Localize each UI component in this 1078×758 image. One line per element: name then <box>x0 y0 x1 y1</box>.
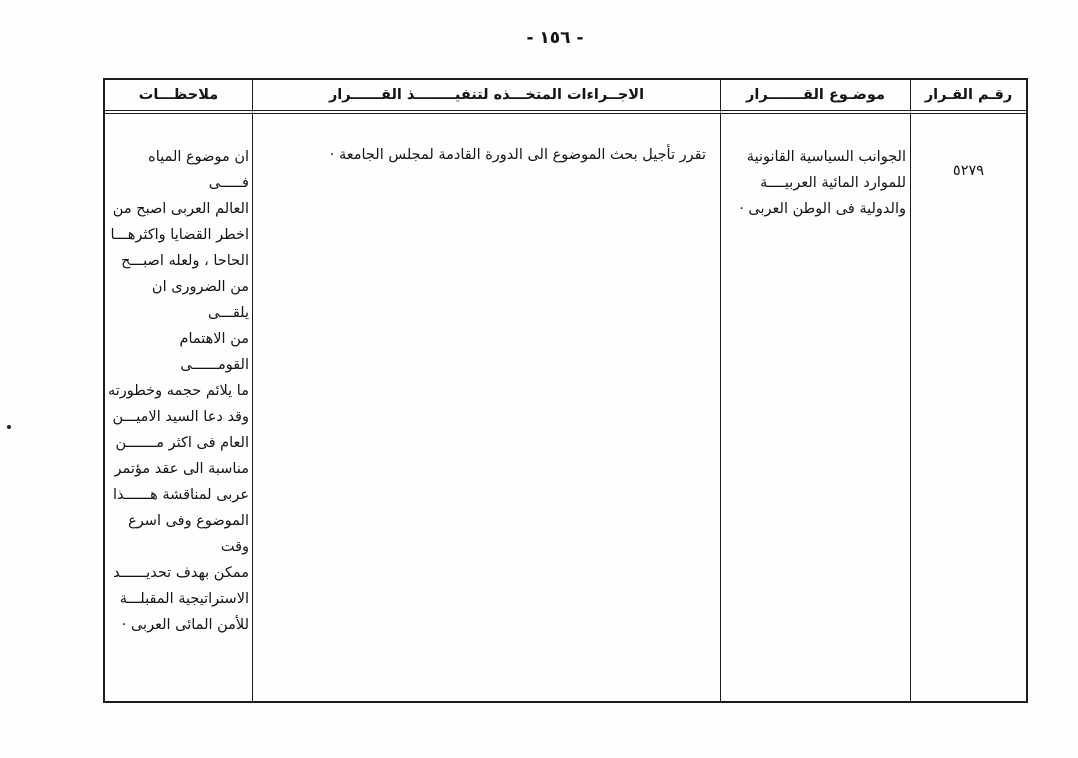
decision-number-value: ٥٢٧٩ <box>910 114 1026 701</box>
header-procedures-taken: الاجــراءات المتخـــذه لتنفيــــــــذ القــــــرار <box>252 80 720 114</box>
decisions-table <box>103 78 1028 703</box>
notes-text: ان موضوع المياه فـــــى العالم العربى اصبح من اخطر القضايا واكثرهـــا الحاحا ، ولعله اصبـــح من الضرورى ان يلقـــى من الاهتمام القومــــــى ما يلائم حجمه وخطورته وقد دعا السيد الاميـــن العام فى اكثر مـــــــن مناسبة الى عقد مؤتمر عربى لمناقشة هــــــذا الموضوع وفى اسرع وقت ممكن بهدف تحديــــــد الاستراتيجية المقبلـــة للأمن المائى العربى · <box>107 149 249 633</box>
header-decision-number: رقـم القـرار <box>910 80 1026 114</box>
header-decision-subject: موضـوع القـــــــرار <box>720 80 910 114</box>
procedures-text: تقرر تأجيل بحث الموضوع الى الدورة القادمة لمجلس الجامعة · <box>252 114 720 701</box>
ink-speck <box>7 425 11 429</box>
decision-subject-text: الجوانب السياسية القانونية للموارد المائية العربيــــة والدولية فى الوطن العربى · <box>720 114 910 701</box>
header-notes: ملاحظـــات <box>105 80 252 114</box>
page-number: - ١٥٦ - <box>526 28 584 48</box>
